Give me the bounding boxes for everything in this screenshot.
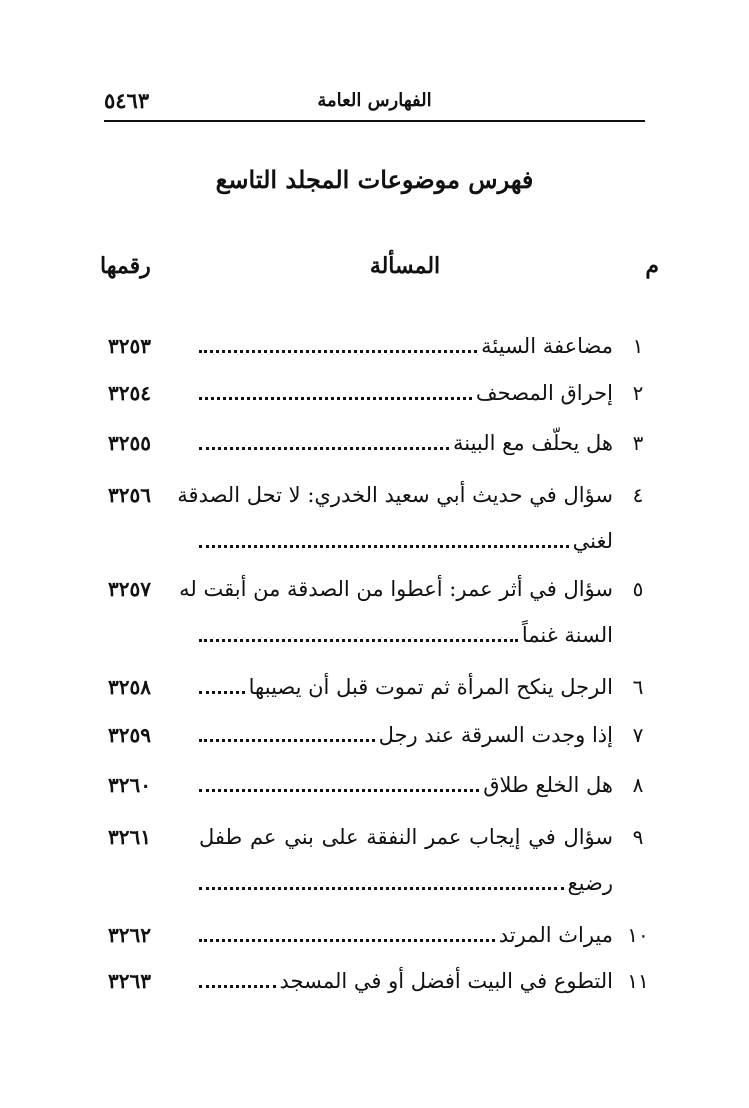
entry-topic-text: لغني <box>572 529 613 553</box>
entry-topic <box>199 958 613 1004</box>
entry-number: ٣ <box>632 431 644 455</box>
entry-topic-line <box>199 518 613 564</box>
dot-leader <box>199 691 245 694</box>
entry-number: ١٠ <box>627 923 649 947</box>
entry-page-number: ٣٢٥٤ <box>108 381 151 405</box>
entry-topic-line <box>199 762 613 808</box>
entry-topic-line <box>199 912 613 958</box>
entry-number: ٨ <box>632 773 644 797</box>
entry-topic-line <box>199 958 613 1004</box>
entry-page-number: ٣٢٥٣ <box>108 334 151 358</box>
entry-number: ٤ <box>632 483 644 507</box>
entry-topic-text: إحراق المصحف <box>475 381 613 405</box>
entry-number: ٦ <box>632 675 644 699</box>
entry-topic <box>177 472 613 564</box>
entry-topic-text: الرجل ينكح المرأة ثم تموت قبل أن يصيبها <box>248 675 613 699</box>
entry-topic <box>199 323 613 369</box>
entry-topic-line: سؤال في إيجاب عمر النفقة على بني عم طفل <box>199 825 613 849</box>
entry-topic-line: سؤال في حديث أبي سعيد الخدري: لا تحل الصدقة <box>177 483 613 507</box>
entry-number: ٩ <box>632 825 644 849</box>
entry-topic-text: ميراث المرتد <box>498 923 613 947</box>
entry-topic-text: إذا وجدت السرقة عند رجل <box>378 723 613 747</box>
entry-topic-line <box>199 420 613 466</box>
dot-leader <box>199 350 477 353</box>
entry-topic-line: سؤال في أثر عمر: أعطوا من الصدقة من أبقت له <box>179 577 613 601</box>
entry-number: ١ <box>632 334 644 358</box>
entry-number: ٧ <box>632 723 644 747</box>
entry-topic <box>199 712 613 758</box>
entry-topic-line <box>199 370 613 416</box>
entry-page-number: ٣٢٥٩ <box>108 723 151 747</box>
entry-page-number: ٣٢٥٨ <box>108 675 151 699</box>
entry-number: ٢ <box>632 381 644 405</box>
entry-topic <box>179 566 613 658</box>
entry-topic <box>199 762 613 808</box>
dot-leader <box>199 939 495 942</box>
entry-topic-text: هل يحلّف مع البينة <box>452 431 613 455</box>
index-title: فهرس موضوعات المجلد التاسع <box>215 165 534 194</box>
dot-leader <box>199 739 375 742</box>
entry-topic <box>199 912 613 958</box>
dot-leader <box>199 639 518 642</box>
entry-page-number: ٣٢٦٠ <box>108 773 151 797</box>
header-page-number: ٥٤٦٣ <box>104 88 150 113</box>
entry-topic-text: مضاعفة السيئة <box>481 334 613 358</box>
dot-leader <box>199 447 449 450</box>
entry-number: ٥ <box>632 577 644 601</box>
column-header-page: رقمها <box>100 253 151 279</box>
entry-topic-line <box>199 860 613 906</box>
entry-page-number: ٣٢٥٧ <box>108 577 151 601</box>
dot-leader <box>199 887 564 890</box>
header-title: الفهارس العامة <box>317 90 432 111</box>
entry-topic <box>199 370 613 416</box>
entry-number: ١١ <box>627 969 649 993</box>
entry-topic-line <box>199 712 613 758</box>
entry-page-number: ٣٢٦٣ <box>108 969 151 993</box>
entry-topic-text: السنة غنماً <box>521 623 613 647</box>
dot-leader <box>199 985 276 988</box>
entry-topic <box>199 664 613 710</box>
entry-page-number: ٣٢٥٥ <box>108 431 151 455</box>
entry-page-number: ٣٢٦٢ <box>108 923 151 947</box>
column-header-topic: المسألة <box>369 253 441 279</box>
entry-topic <box>199 420 613 466</box>
entry-topic-text: رضيع <box>567 871 613 895</box>
entry-page-number: ٣٢٥٦ <box>108 483 151 507</box>
entry-topic-text: هل الخلع طلاق <box>483 773 613 797</box>
entry-page-number: ٣٢٦١ <box>108 825 151 849</box>
entry-topic-line <box>199 664 613 710</box>
dot-leader <box>199 397 472 400</box>
running-header <box>104 86 645 122</box>
dot-leader <box>199 789 479 792</box>
entry-topic-text: التطوع في البيت أفضل أو في المسجد <box>279 969 613 993</box>
column-header-number: م <box>645 253 659 279</box>
entry-topic-line <box>199 323 613 369</box>
entry-topic <box>199 814 613 906</box>
entry-topic-line <box>199 612 613 658</box>
dot-leader <box>199 545 569 548</box>
